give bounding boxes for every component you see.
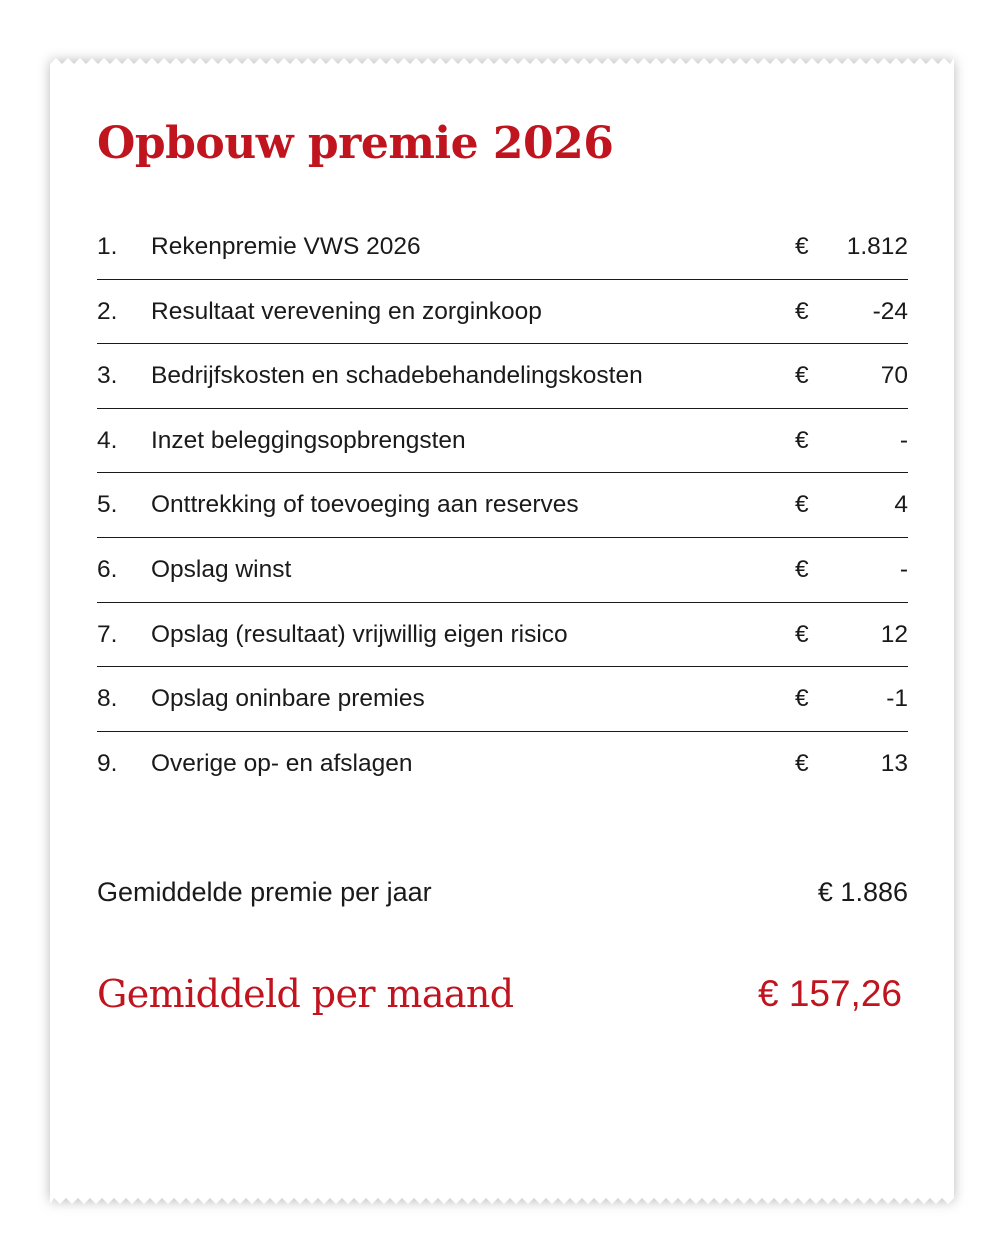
list-item: [97, 473, 908, 538]
list-item: [97, 603, 908, 668]
row-amount: 12: [880, 620, 908, 648]
currency-symbol: €: [795, 620, 809, 648]
yearly-premium-value: € 1.886: [817, 877, 908, 907]
row-label: Opslag winst: [151, 555, 292, 583]
row-amount: -: [899, 555, 908, 583]
row-number: 6.: [97, 555, 118, 583]
list-item: [97, 215, 908, 280]
currency-symbol: €: [795, 685, 809, 713]
list-item: [97, 409, 908, 474]
currency-symbol: €: [795, 362, 809, 390]
list-item: [97, 732, 908, 797]
row-label: Rekenpremie VWS 2026: [151, 233, 421, 260]
row-label: Opslag (resultaat) vrijwillig eigen risico: [151, 620, 568, 648]
list-item: [97, 344, 908, 409]
list-item: [97, 667, 908, 732]
row-number: 8.: [97, 685, 118, 713]
yearly-premium-row: [97, 872, 908, 912]
list-item: [97, 280, 908, 345]
currency-symbol: €: [795, 233, 809, 260]
monthly-premium-row: [97, 966, 908, 1022]
currency-symbol: €: [795, 426, 809, 454]
currency-symbol: €: [795, 491, 809, 519]
row-amount: 70: [880, 362, 908, 390]
row-number: 2.: [97, 297, 118, 325]
monthly-premium-label: Gemiddeld per maand: [97, 972, 514, 1016]
row-label: Overige op- en afslagen: [151, 749, 413, 777]
currency-symbol: €: [795, 749, 809, 777]
row-label: Opslag oninbare premies: [151, 685, 425, 713]
row-label: Resultaat verevening en zorginkoop: [151, 297, 542, 325]
list-item: [97, 538, 908, 603]
row-amount: -1: [886, 685, 908, 713]
row-number: 4.: [97, 426, 118, 454]
row-number: 7.: [97, 620, 118, 648]
row-amount: 1.812: [846, 233, 908, 260]
premium-breakdown-list: [97, 215, 908, 796]
row-number: 1.: [97, 233, 118, 260]
row-amount: 13: [880, 749, 908, 777]
currency-symbol: €: [795, 297, 809, 325]
row-label: Inzet beleggingsopbrengsten: [151, 426, 466, 454]
receipt-content: [50, 58, 954, 1204]
receipt: [50, 58, 954, 1204]
row-number: 9.: [97, 749, 118, 777]
row-label: Bedrijfskosten en schadebehandelingskosten: [151, 362, 643, 390]
row-amount: 4: [894, 491, 908, 519]
row-number: 3.: [97, 362, 118, 390]
row-amount: -24: [872, 297, 908, 325]
monthly-premium-value: € 157,26: [757, 973, 902, 1014]
yearly-premium-label: Gemiddelde premie per jaar: [97, 877, 432, 907]
page-title: Opbouw premie 2026: [97, 118, 614, 169]
row-amount: -: [899, 426, 908, 454]
currency-symbol: €: [795, 555, 809, 583]
row-number: 5.: [97, 491, 118, 519]
row-label: Onttrekking of toevoeging aan reserves: [151, 491, 579, 519]
